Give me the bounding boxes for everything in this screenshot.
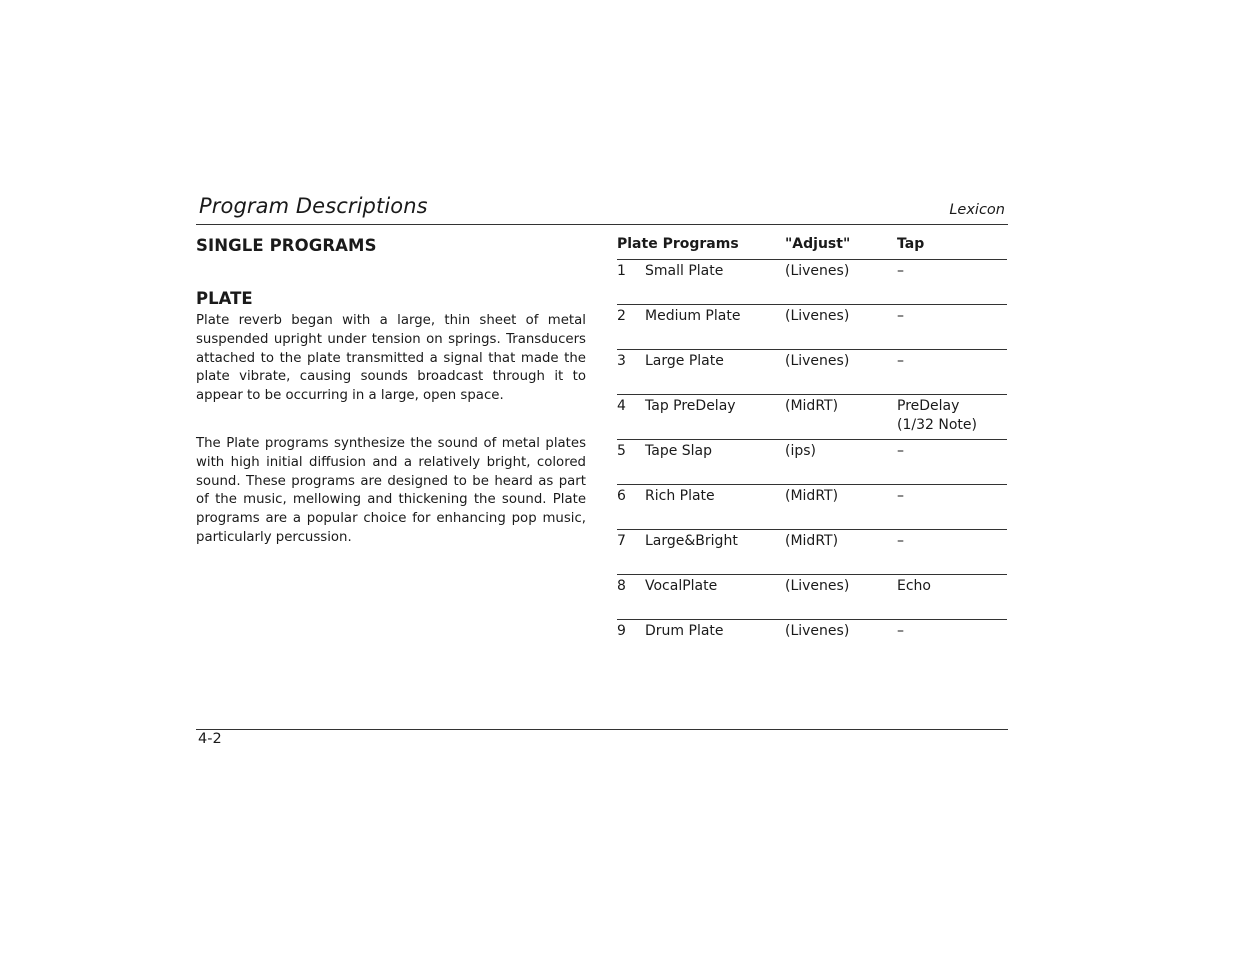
table-row	[617, 575, 1007, 620]
tap-value: –	[897, 353, 904, 369]
program-cell	[617, 622, 785, 664]
header-adjust: "Adjust"	[785, 236, 851, 252]
adjust-parameter: (MidRT)	[785, 533, 839, 549]
program-name: Large Plate	[645, 353, 724, 369]
tap-value: (1/32 Note)	[897, 417, 977, 433]
adjust-parameter: (MidRT)	[785, 488, 839, 504]
program-cell	[617, 577, 785, 619]
plate-programs-table	[617, 236, 1007, 664]
header-divider	[196, 224, 1008, 225]
adjust-parameter: (Livenes)	[785, 353, 850, 369]
table-row	[617, 350, 1007, 395]
tap-cell	[897, 532, 1007, 574]
program-name: Rich Plate	[645, 488, 715, 504]
tap-cell	[897, 307, 1007, 349]
program-name: Drum Plate	[645, 623, 724, 639]
tap-value: –	[897, 308, 904, 324]
adjust-parameter: (Livenes)	[785, 578, 850, 594]
program-name: Medium Plate	[645, 308, 741, 324]
program-cell	[617, 307, 785, 349]
adjust-parameter: (Livenes)	[785, 308, 850, 324]
page-title: Program Descriptions	[199, 194, 428, 218]
brand-name: Lexicon	[949, 202, 1005, 218]
adjust-parameter: (Livenes)	[785, 623, 850, 639]
program-cell	[617, 532, 785, 574]
paragraph: The Plate programs synthesize the sound of metal plates with high initial diffusion and a relatively bright, colored sound. These programs are designed to be heard as part of the music, mellowing and thickening the sound. Plate programs are a popular choice for enhancing pop music, particularly percussion.	[196, 435, 586, 545]
program-number: 9	[617, 623, 626, 639]
tap-value: Echo	[897, 578, 931, 594]
program-cell	[617, 397, 785, 439]
table-row	[617, 530, 1007, 575]
tap-value: –	[897, 443, 904, 459]
table-header	[617, 236, 1007, 260]
program-cell	[617, 352, 785, 394]
tap-value: –	[897, 623, 904, 639]
header-tap: Tap	[897, 236, 925, 252]
program-number: 2	[617, 308, 626, 324]
page-number: 4-2	[198, 731, 222, 747]
paragraph: Plate reverb began with a large, thin sheet of metal suspended upright under tension on springs. Transducers attached to the plate transmitted a signal that made the plate vibrate, causing sounds broadcast through it to appear to be occurring in a large, open space.	[196, 313, 586, 404]
table-row	[617, 440, 1007, 485]
table-row	[617, 620, 1007, 664]
program-number: 3	[617, 353, 626, 369]
tap-value: PreDelay	[897, 398, 960, 414]
tap-cell	[897, 622, 1007, 664]
program-name: Tap PreDelay	[645, 398, 736, 414]
program-number: 6	[617, 488, 626, 504]
program-cell	[617, 487, 785, 529]
program-name: VocalPlate	[645, 578, 718, 594]
program-number: 1	[617, 263, 626, 279]
subsection-title: PLATE	[196, 289, 253, 308]
tap-cell	[897, 487, 1007, 529]
program-name: Large&Bright	[645, 533, 738, 549]
footer-divider	[196, 729, 1008, 730]
table-row	[617, 395, 1007, 440]
table-body	[617, 260, 1007, 664]
description-column	[196, 236, 586, 548]
tap-cell	[897, 262, 1007, 304]
table-row	[617, 485, 1007, 530]
adjust-parameter: (Livenes)	[785, 263, 850, 279]
table-row	[617, 305, 1007, 350]
section-title: SINGLE PROGRAMS	[196, 236, 377, 255]
tap-value: –	[897, 263, 904, 279]
tap-cell	[897, 442, 1007, 484]
tap-value: –	[897, 488, 904, 504]
program-cell	[617, 442, 785, 484]
program-number: 7	[617, 533, 626, 549]
tap-cell	[897, 352, 1007, 394]
program-name: Small Plate	[645, 263, 724, 279]
header-programs: Plate Programs	[617, 236, 739, 252]
tap-value: –	[897, 533, 904, 549]
adjust-parameter: (ips)	[785, 443, 816, 459]
program-cell	[617, 262, 785, 304]
adjust-parameter: (MidRT)	[785, 398, 839, 414]
program-name: Tape Slap	[645, 443, 713, 459]
tap-cell	[897, 397, 1007, 439]
program-number: 4	[617, 398, 626, 414]
table-row	[617, 260, 1007, 305]
program-number: 5	[617, 443, 626, 459]
program-number: 8	[617, 578, 626, 594]
tap-cell	[897, 577, 1007, 619]
